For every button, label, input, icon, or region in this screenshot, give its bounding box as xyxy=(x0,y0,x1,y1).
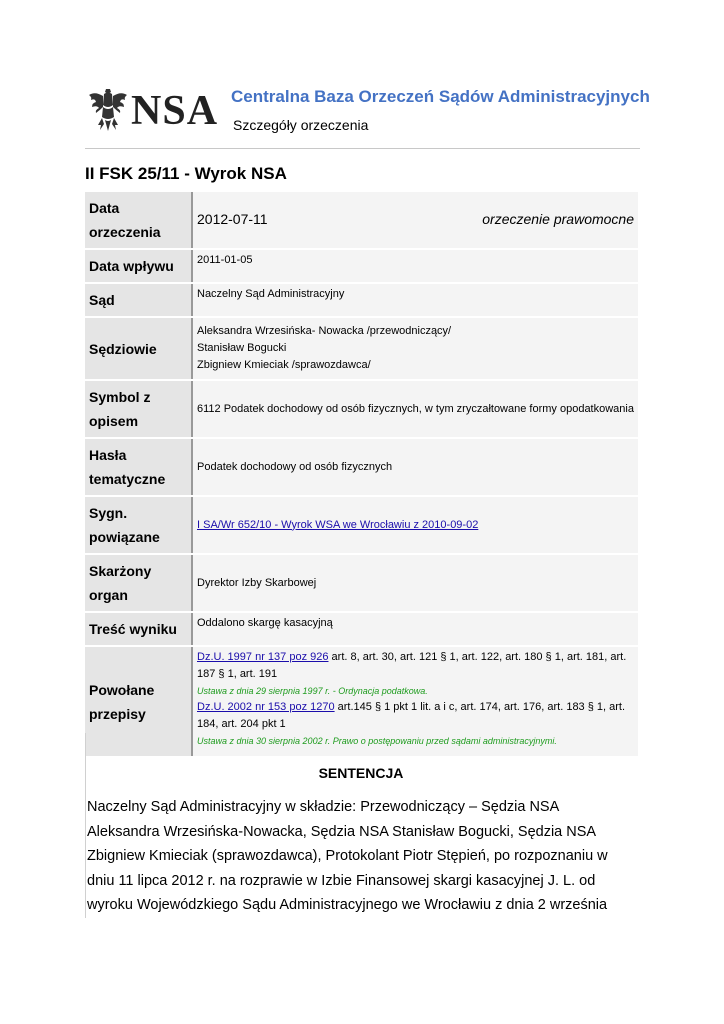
status-badge: orzeczenie prawomocne xyxy=(482,210,634,227)
table-row xyxy=(85,283,638,317)
table-row xyxy=(85,192,638,249)
judge-name: Stanisław Bogucki xyxy=(197,342,287,354)
logo-text: NSA xyxy=(131,88,219,134)
provision-link[interactable]: Dz.U. 1997 nr 137 poz 926 xyxy=(197,651,329,663)
table-row xyxy=(85,646,638,757)
table-row xyxy=(85,249,638,283)
sentencja-heading-text: SENTENCJA xyxy=(318,765,404,781)
text-line: Zbigniew Kmieciak (sprawozdawca), Protokolant Piotr Stępień, po rozpoznaniu w xyxy=(87,848,608,864)
text-line: wyroku Wojewódzkiego Sądu Administracyjnego we Wrocławiu z dnia 2 września xyxy=(87,897,608,913)
result-label: Treść wyniku xyxy=(85,612,192,646)
court-label: Sąd xyxy=(85,283,192,317)
table-row xyxy=(85,380,638,438)
provision-note: Ustawa z dnia 30 sierpnia 2002 r. Prawo o postępowaniu przed sądami administracyjnymi. xyxy=(197,736,557,746)
nsa-logo[interactable] xyxy=(85,85,219,135)
provision-link[interactable]: Dz.U. 2002 nr 153 poz 1270 xyxy=(197,701,335,713)
table-row xyxy=(85,612,638,646)
site-subtitle: Szczegóły orzeczenia xyxy=(233,117,369,133)
provision-articles: art. 8, art. 30, art. 121 § 1, art. 122, art. 180 § 1, art. 181, art. 187 § 1, art. 191 xyxy=(197,651,627,680)
keywords-label: Hasła tematyczne xyxy=(85,438,192,496)
received-label: Data wpływu xyxy=(85,249,192,283)
provisions-label: Powołane przepisy xyxy=(85,646,192,757)
text-line: Aleksandra Wrzesińska-Nowacka, Sędzia NSA Stanisław Bogucki, Sędzia NSA xyxy=(87,823,597,840)
provision-articles: art.145 § 1 pkt 1 lit. a i c, art. 174, art. 176, art. 183 § 1, art. 184, art. 204 pkt 1 xyxy=(197,701,626,730)
date-label: Data orzeczenia xyxy=(85,192,192,249)
judges-label: Sędziowie xyxy=(85,317,192,380)
table-row xyxy=(85,554,638,612)
related-value xyxy=(192,496,638,554)
eagle-emblem-icon xyxy=(87,85,129,135)
ruling-date: 2012-07-11 xyxy=(197,210,268,227)
related-label: Sygn. powiązane xyxy=(85,496,192,554)
date-cell xyxy=(192,192,638,249)
result-value: Oddalono skargę kasacyjną xyxy=(192,612,638,646)
text-line: dniu 11 lipca 2012 r. na rozprawie w Izbie Finansowej skargi kasacyjnej J. L. od xyxy=(87,872,596,889)
keywords-value: Podatek dochodowy od osób fizycznych xyxy=(192,438,638,496)
judge-name: Zbigniew Kmieciak /sprawozdawca/ xyxy=(197,359,371,371)
header-divider xyxy=(85,148,640,149)
page-title: II FSK 25/11 - Wyrok NSA xyxy=(85,164,287,183)
authority-label: Skarżony organ xyxy=(85,554,192,612)
sentencja-heading xyxy=(0,765,724,781)
judge-name: Aleksandra Wrzesińska- Nowacka /przewodniczący/ xyxy=(197,325,452,337)
table-row xyxy=(85,496,638,554)
provision-note: Ustawa z dnia 29 sierpnia 1997 r. - Ordynacja podatkowa. xyxy=(197,686,428,696)
ruling-details-table xyxy=(85,192,638,758)
page-header xyxy=(85,80,650,150)
provision-entry xyxy=(197,649,634,683)
symbol-value: 6112 Podatek dochodowy od osób fizycznych, w tym zryczałtowane formy opodatkowania xyxy=(192,380,638,438)
table-row xyxy=(85,438,638,496)
related-ruling-link[interactable]: I SA/Wr 652/10 - Wyrok WSA we Wrocławiu z 2010-09-02 xyxy=(197,518,479,531)
content-divider xyxy=(85,733,86,918)
table-row xyxy=(85,317,638,380)
provisions-value xyxy=(192,646,638,757)
received-value: 2011-01-05 xyxy=(192,249,638,283)
sentencja-body xyxy=(87,795,627,918)
text-line: Naczelny Sąd Administracyjny w składzie: Przewodniczący – Sędzia NSA xyxy=(87,799,560,815)
judges-value xyxy=(192,317,638,380)
symbol-label: Symbol z opisem xyxy=(85,380,192,438)
site-title[interactable]: Centralna Baza Orzeczeń Sądów Administracyjnych xyxy=(231,87,650,106)
authority-value: Dyrektor Izby Skarbowej xyxy=(192,554,638,612)
court-value: Naczelny Sąd Administracyjny xyxy=(192,283,638,317)
provision-entry xyxy=(197,699,634,733)
